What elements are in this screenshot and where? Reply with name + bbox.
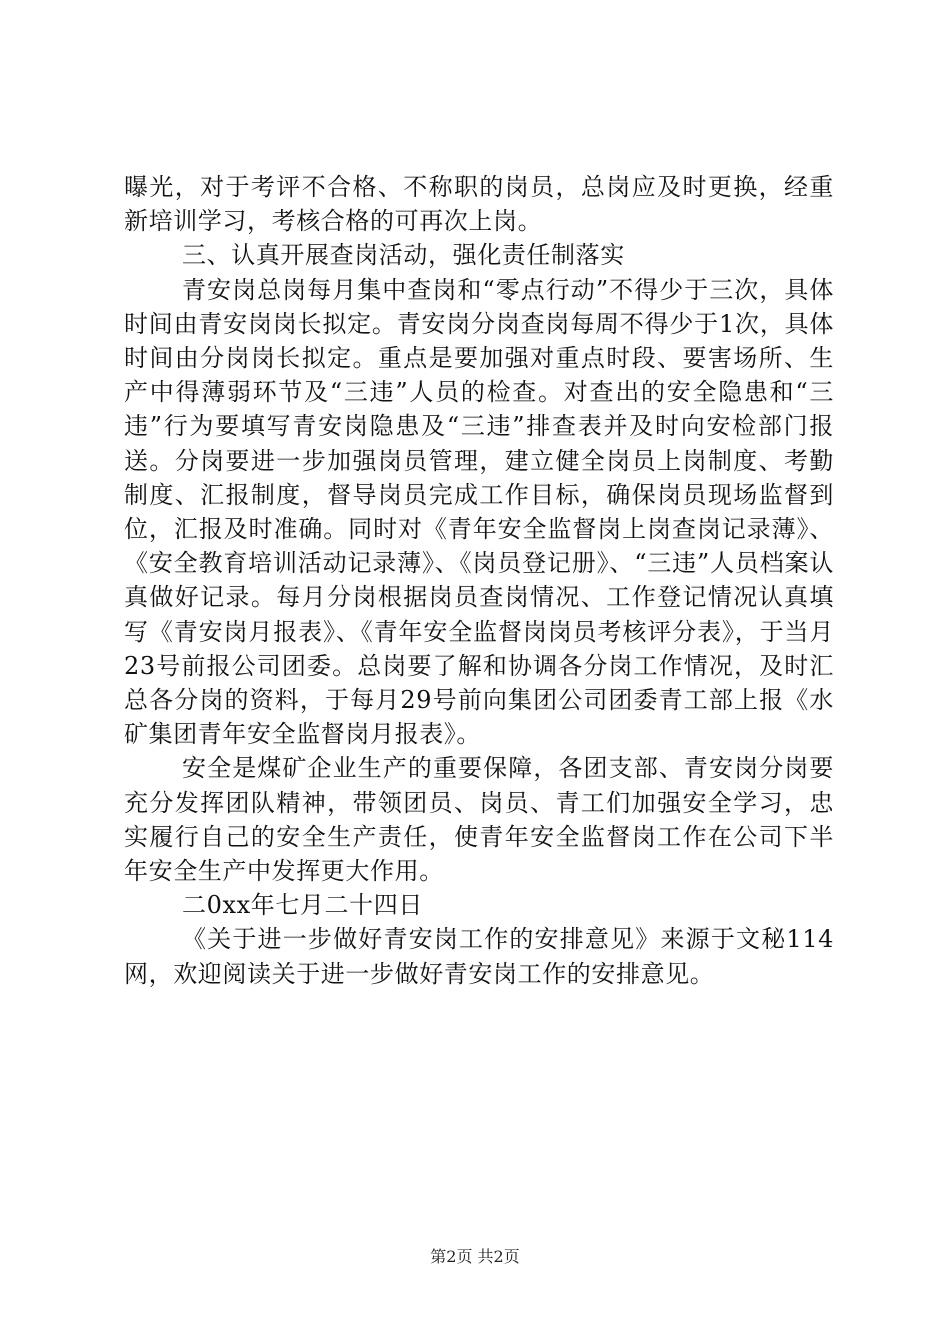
page-footer: 第2页 共2页	[430, 1247, 520, 1266]
paragraph-continuation: 曝光，对于考评不合格、不称职的岗员，总岗应及时更换，经重新培训学习，考核合格的可再次上岗。	[124, 173, 834, 236]
paragraph-inspection: 青安岗总岗每月集中查岗和“零点行动”不得少于三次，具体时间由青安岗岗长拟定。青安岗分岗查岗每周不得少于1次，具体时间由分岗岗长拟定。重点是要加强对重点时段、要害场所、生产中得薄弱环节及“三违”人员的检查。对查出的安全隐患和“三违”行为要填写青安岗隐患及“三违”排查表并及时向安检部门报送。分岗要进一步加强岗员管理，建立健全岗员上岗制度、考勤制度、汇报制度，督导岗员完成工作目标，确保岗员现场监督到位，汇报及时准确。同时对《青年安全监督岗上岗查岗记录薄》、《安全教育培训活动记录薄》、《岗员登记册》、“三违”人员档案认真做好记录。每月分岗根据岗员查岗情况、工作登记情况认真填写《青安岗月报表》、《青年安全监督岗岗员考核评分表》，于当月23号前报公司团委。总岗要了解和协调各分岗工作情况，及时汇总各分岗的资料，于每月29号前向集团公司团委青工部上报《水矿集团青年安全监督岗月报表》。	[124, 275, 834, 749]
section-heading: 三、认真开展查岗活动，强化责任制落实	[182, 241, 625, 270]
document-body	[124, 170, 834, 991]
source-note: 《关于进一步做好青安岗工作的安排意见》来源于文秘114网，欢迎阅读关于进一步做好青安岗工作的安排意见。	[124, 925, 834, 988]
paragraph-conclusion: 安全是煤矿企业生产的重要保障，各团支部、青安岗分岗要充分发挥团队精神，带领团员、岗员、青工们加强安全学习，忠实履行自己的安全生产责任，使青年安全监督岗工作在公司下半年安全生产中发挥更大作用。	[124, 754, 834, 886]
document-date: 二0xx年七月二十四日	[182, 891, 423, 920]
